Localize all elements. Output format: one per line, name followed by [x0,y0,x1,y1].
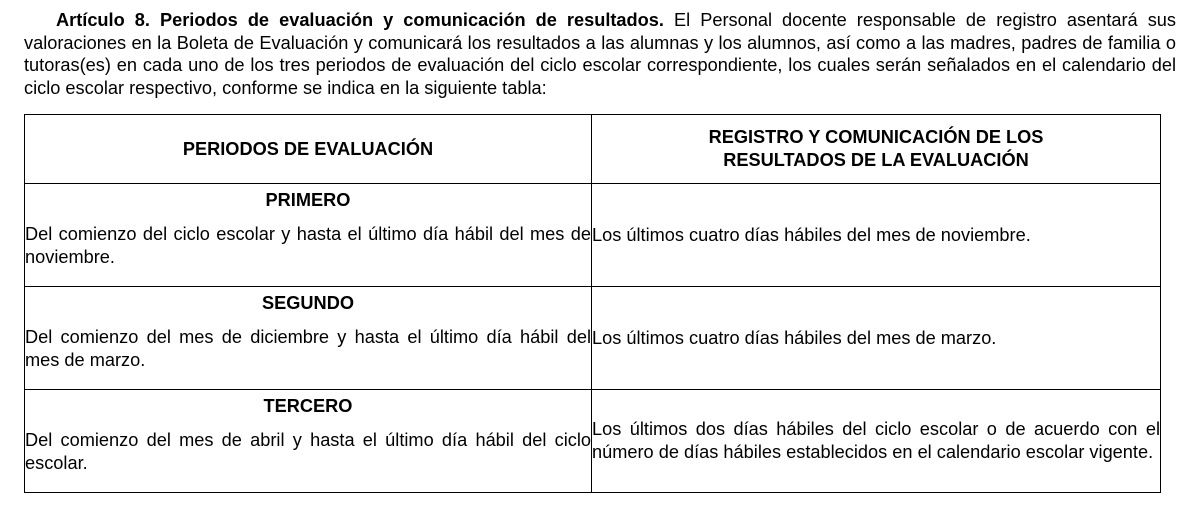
period-cell [25,287,592,390]
result-cell [592,287,1161,390]
period-name: TERCERO [263,396,353,416]
header-periods-label: PERIODOS DE EVALUACIÓN [182,138,434,159]
header-results [592,115,1161,184]
header-results-label [592,126,1160,172]
period-description: Del comienzo del mes de abril y hasta el último día hábil del ciclo escolar. [25,430,591,473]
result-description: Los últimos cuatro días hábiles del mes de noviembre. [592,224,1031,245]
result-description: Los últimos cuatro días hábiles del mes de marzo. [592,327,997,348]
article-paragraph [24,9,1176,99]
period-description: Del comienzo del ciclo escolar y hasta el último día hábil del mes de noviembre. [25,224,591,267]
header-results-line1: REGISTRO Y COMUNICACIÓN DE LOS [708,127,1044,147]
evaluation-periods-table [24,114,1161,493]
period-name: SEGUNDO [262,293,354,313]
period-description: Del comienzo del mes de diciembre y hasta el último día hábil del mes de marzo. [25,327,591,370]
result-cell [592,184,1161,287]
header-results-line2: RESULTADOS DE LA EVALUACIÓN [723,150,1029,170]
article-body: El Personal docente responsable de registro asentará sus valoraciones en la Boleta de Evaluación y comunicará los resultados a las alumnas y los alumnos, así como a las madres, padres de familia o tutoras(es) en cada uno de los tres periodos de evaluación del ciclo escolar correspondiente, los cuales serán señalados en el calendario del ciclo escolar respectivo, conforme se indica en la siguiente tabla: [24,10,1177,98]
result-cell [592,390,1161,493]
period-cell [25,390,592,493]
table-row [25,287,1161,390]
table-header-row [25,115,1161,184]
article-title: Artículo 8. Periodos de evaluación y comunicación de resultados. [56,10,664,30]
header-periods [25,115,592,184]
period-cell [25,184,592,287]
result-description: Los últimos dos días hábiles del ciclo escolar o de acuerdo con el número de días hábiles establecidos en el calendario escolar vigente. [592,419,1160,462]
period-name: PRIMERO [265,190,351,210]
table-row [25,184,1161,287]
table-row [25,390,1161,493]
